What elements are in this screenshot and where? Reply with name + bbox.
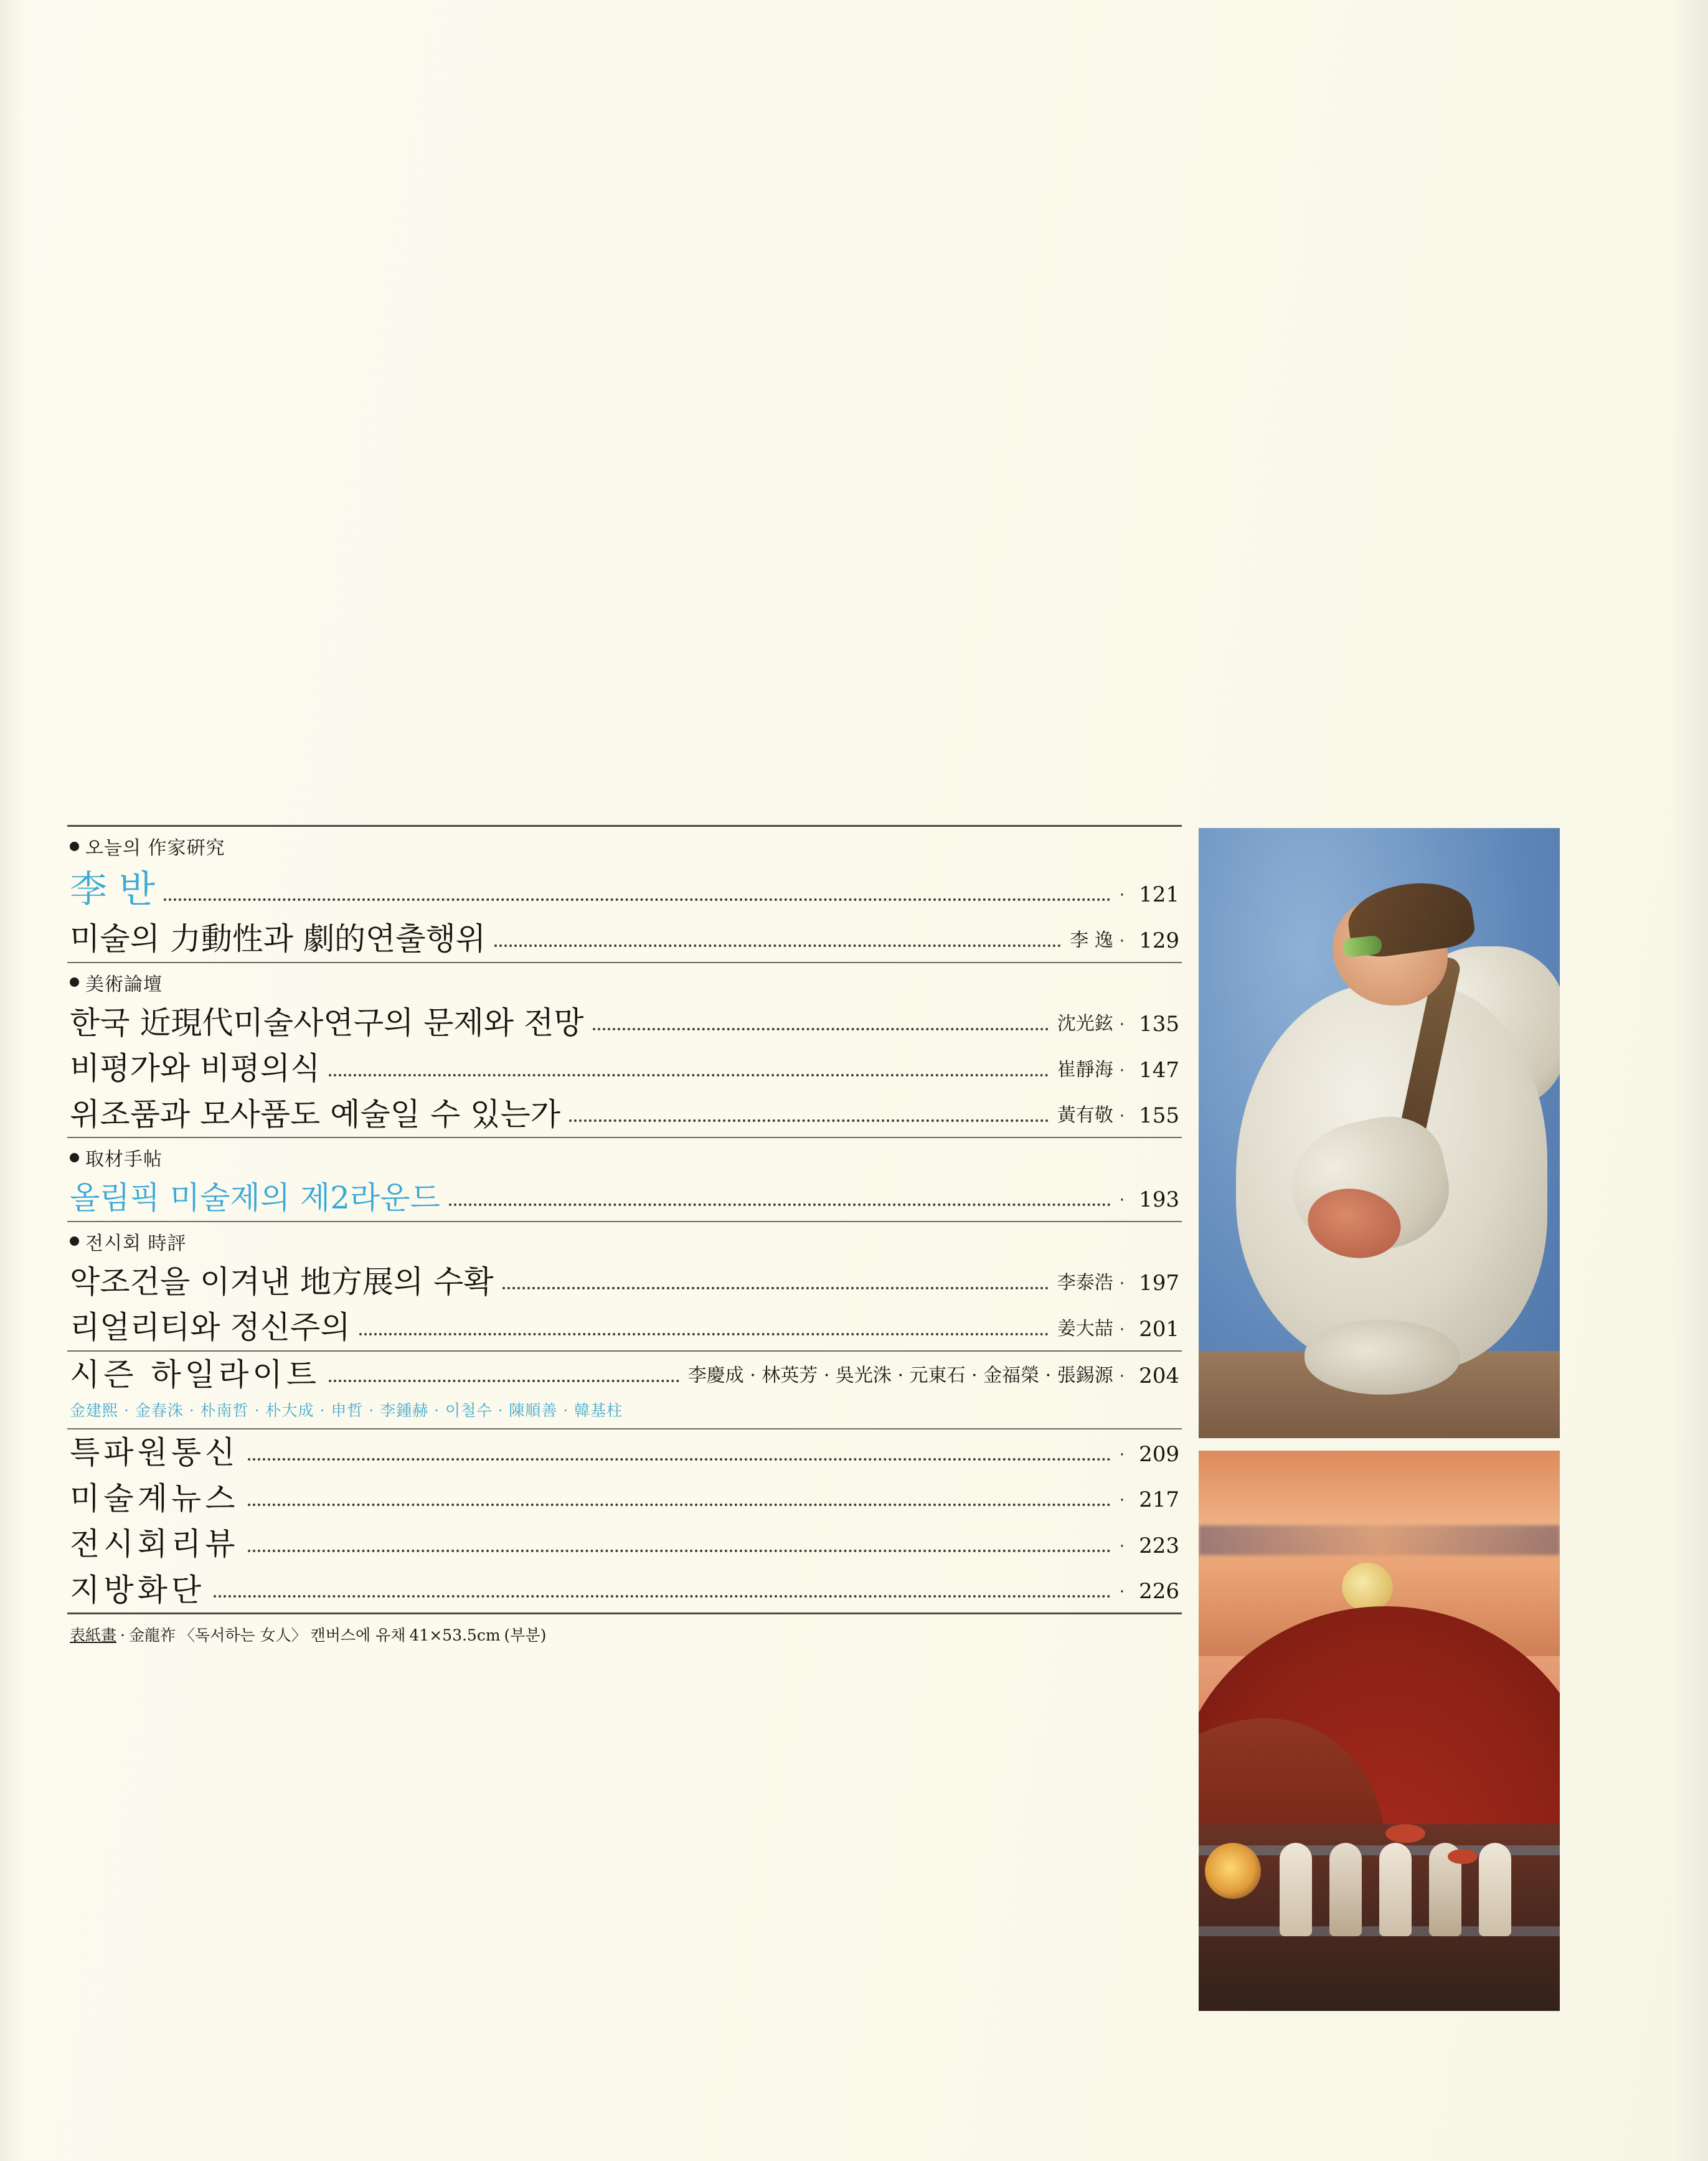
toc-entry-title: 李 반 <box>70 868 156 911</box>
toc-entry-title: 전시회리뷰 <box>70 1526 239 1562</box>
toc-entry-page: 223 <box>1139 1533 1179 1558</box>
page-dot: · <box>1119 1015 1125 1034</box>
leader-dots <box>248 1457 1111 1461</box>
cover-caption-note: (부분) <box>504 1626 547 1644</box>
toc-entry-title: 악조건을 이겨낸 地方展의 수확 <box>70 1263 494 1300</box>
leader-dots <box>248 1503 1111 1506</box>
toc-entry[interactable] <box>67 916 1182 962</box>
cover-caption-label: 表紙畫 <box>70 1626 117 1644</box>
toc-entry[interactable] <box>67 1045 1182 1091</box>
toc-entry-page: 209 <box>1139 1441 1179 1467</box>
toc-entry[interactable] <box>67 1304 1182 1350</box>
toc-entry-title: 한국 近現代미술사연구의 문제와 전망 <box>70 1004 584 1041</box>
cover-caption-medium: 캔버스에 유채 <box>310 1626 406 1644</box>
painting2-sun <box>1342 1563 1393 1611</box>
toc-entry-page: 147 <box>1139 1057 1179 1083</box>
toc-entry-title: 위조품과 모사품도 예술일 수 있는가 <box>70 1096 561 1132</box>
page-edge-right <box>1671 0 1708 2161</box>
page-dot: · <box>1119 1107 1125 1126</box>
toc-entry-title: 올림픽 미술제의 제2라운드 <box>70 1180 440 1216</box>
table-of-contents <box>67 825 1182 1645</box>
cover-caption-artist: 金龍祚 <box>128 1626 176 1644</box>
leader-dots <box>359 1332 1049 1335</box>
section-heading-label: 美術論壇 <box>85 973 163 996</box>
toc-entry[interactable] <box>67 1175 1182 1221</box>
page-dot: · <box>1119 1320 1125 1339</box>
toc-entry-page: 197 <box>1139 1271 1179 1296</box>
toc-entry-title: 비평가와 비평의식 <box>70 1050 321 1086</box>
painting2-accent <box>1385 1824 1425 1843</box>
painting2-cloud-band <box>1199 1525 1560 1555</box>
page-edge-left <box>0 0 25 2161</box>
page-dot: · <box>1119 1491 1125 1510</box>
toc-entry[interactable] <box>67 1352 1182 1398</box>
painting2-accent <box>1448 1849 1478 1864</box>
toc-entry-title: 미술의 力動性과 劇的연출행위 <box>70 921 486 957</box>
toc-entry-author: 姜大喆 <box>1057 1317 1113 1340</box>
cover-caption-sep: · <box>120 1626 125 1644</box>
painting2-figure <box>1329 1843 1362 1936</box>
toc-entry-page: 129 <box>1139 928 1179 953</box>
page-dot: · <box>1119 886 1125 905</box>
toc-entry-author: 黃有敬 <box>1057 1104 1113 1126</box>
leader-dots <box>164 898 1111 901</box>
painting2-figure <box>1379 1843 1412 1936</box>
toc-entry-title: 지방화단 <box>70 1571 205 1608</box>
toc-entry[interactable] <box>67 1000 1182 1046</box>
toc-entry-title: 특파원통신 <box>70 1434 239 1471</box>
toc-entry-page: 217 <box>1139 1487 1179 1512</box>
leader-dots <box>502 1286 1049 1289</box>
painting2-figure <box>1479 1843 1511 1936</box>
section-heading-coverage-notebook <box>67 1138 1182 1175</box>
toc-entry-page: 193 <box>1139 1187 1179 1212</box>
leader-dots <box>449 1203 1111 1206</box>
section-heading-label: 전시회 時評 <box>85 1232 187 1255</box>
toc-entry-author: 沈光鉉 <box>1057 1013 1113 1035</box>
toc-entry-page: 204 <box>1139 1363 1179 1388</box>
toc-entry-title: 시즌 하일라이트 <box>70 1356 320 1393</box>
leader-dots <box>214 1594 1111 1598</box>
section-heading-label: 取材手帖 <box>85 1149 163 1170</box>
toc-entry[interactable] <box>67 1476 1182 1522</box>
painting2-figure <box>1280 1843 1312 1936</box>
cover-caption <box>67 1614 1182 1645</box>
painting-foot <box>1305 1320 1460 1395</box>
toc-entry-title: 미술계뉴스 <box>70 1480 239 1517</box>
leader-dots <box>494 944 1061 947</box>
toc-entry[interactable] <box>67 1259 1182 1305</box>
toc-entry-author: 李泰浩 <box>1057 1272 1113 1294</box>
leader-dots <box>248 1549 1111 1552</box>
bullet-icon <box>70 842 79 851</box>
bullet-icon <box>70 1153 79 1162</box>
toc-entry-subauthors: 金建熙 · 金春洙 · 朴南哲 · 朴大成 · 申哲 · 李鍾赫 · 이철수 · 陳順善 · 韓基柱 <box>70 1401 623 1419</box>
section-heading-art-forum <box>67 963 1182 1000</box>
toc-entry-author: 李 逸 <box>1070 929 1113 951</box>
toc-entry-author: 李慶成 · 林英芳 · 吳光洙 · 元東石 · 金福榮 · 張錫源 <box>687 1365 1113 1387</box>
page-dot: · <box>1119 1061 1125 1080</box>
leader-dots <box>569 1119 1049 1122</box>
toc-entry-title: 리얼리티와 정신주의 <box>70 1309 351 1345</box>
toc-entry-page: 201 <box>1139 1316 1179 1342</box>
leader-dots <box>329 1379 679 1382</box>
page-dot: · <box>1119 1537 1125 1556</box>
section-heading-today-artist-study <box>67 827 1182 864</box>
bullet-icon <box>70 977 79 987</box>
toc-entry-page: 155 <box>1139 1103 1179 1128</box>
toc-entry-author: 崔靜海 <box>1057 1058 1113 1081</box>
page-dot: · <box>1119 1274 1125 1293</box>
page-dot: · <box>1119 1190 1125 1210</box>
toc-entry[interactable] <box>67 1567 1182 1613</box>
toc-entry[interactable] <box>67 1521 1182 1567</box>
page-dot: · <box>1119 931 1125 951</box>
toc-entry-page: 226 <box>1139 1579 1179 1604</box>
section-heading-label: 오늘의 作家硏究 <box>85 837 225 859</box>
page-dot: · <box>1119 1583 1125 1601</box>
seated-figure-painting <box>1199 828 1560 1438</box>
painting2-lamp <box>1205 1843 1261 1899</box>
cover-caption-work: 〈독서하는 女人〉 <box>179 1626 307 1644</box>
section-heading-exhibition-review <box>67 1222 1182 1259</box>
toc-entry[interactable] <box>67 864 1182 916</box>
toc-entry[interactable] <box>67 1429 1182 1476</box>
toc-entry-page: 135 <box>1139 1012 1179 1037</box>
cover-caption-size: 41×53.5cm <box>409 1626 501 1644</box>
leader-dots <box>329 1073 1048 1076</box>
page-dot: · <box>1119 1367 1125 1386</box>
toc-entry[interactable] <box>67 1091 1182 1137</box>
bullet-icon <box>70 1236 79 1246</box>
toc-entry-page: 121 <box>1139 882 1179 907</box>
leader-dots <box>593 1027 1049 1030</box>
red-mountain-painting <box>1199 1451 1560 2011</box>
page-dot: · <box>1119 1445 1125 1464</box>
